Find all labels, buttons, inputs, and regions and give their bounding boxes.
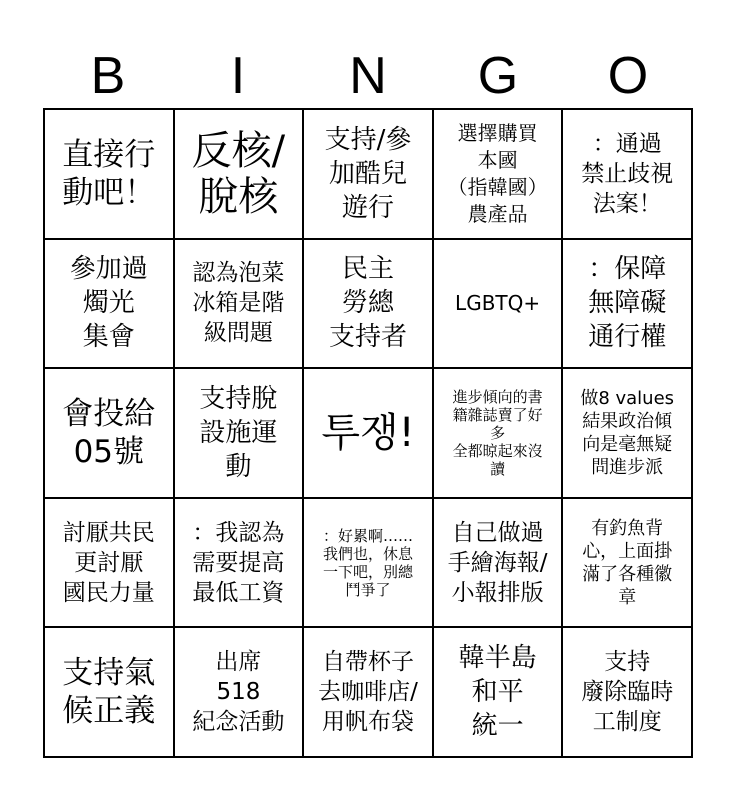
header-letter-b: B [90, 47, 126, 105]
bingo-cell-text: 支持脫 設施運 動 [199, 383, 278, 482]
bingo-cell[interactable] [562, 239, 692, 369]
bingo-cell-text: 反核/ 脫核 [191, 127, 286, 220]
bingo-cell-text: 選擇購買 本國 （指韓國） 農產品 [447, 120, 548, 226]
bingo-cell-text: ：保障 無障礙 通行權 [588, 254, 667, 353]
bingo-cell-text: LGBTQ+ [455, 290, 541, 315]
bingo-cell-text: 支持氣 候正義 [62, 655, 156, 730]
bingo-cell-text: ：好累啊…… 我們也，休息 一下吧，別總 鬥爭了 [322, 526, 413, 599]
bingo-cell[interactable] [433, 239, 563, 369]
bingo-cell[interactable] [44, 368, 174, 498]
bingo-cell[interactable] [44, 239, 174, 369]
bingo-cell[interactable] [174, 239, 304, 369]
bingo-cell[interactable] [562, 368, 692, 498]
bingo-cell[interactable] [174, 109, 304, 239]
bingo-cell-text: 自己做過 手繪海報/ 小報排版 [447, 519, 548, 606]
bingo-cell[interactable] [562, 109, 692, 239]
bingo-cell[interactable] [433, 498, 563, 628]
bingo-cell[interactable] [174, 498, 304, 628]
bingo-cell-text: 自帶杯子 去咖啡店/ 用帆布袋 [318, 649, 418, 736]
bingo-cell-text: 韓半島 和平 統一 [458, 643, 537, 742]
bingo-cell[interactable] [303, 627, 433, 757]
bingo-cell[interactable] [433, 109, 563, 239]
bingo-cell-text: 會投給 05號 [62, 395, 156, 470]
header-letter-g: G [477, 47, 519, 105]
bingo-cell[interactable] [44, 109, 174, 239]
bingo-header [43, 44, 693, 108]
bingo-cell-text: 認為泡菜 冰箱是階 級問題 [192, 260, 285, 347]
bingo-cell[interactable] [44, 498, 174, 628]
bingo-cell[interactable] [303, 498, 433, 628]
bingo-cell[interactable] [562, 498, 692, 628]
bingo-cell[interactable] [303, 109, 433, 239]
bingo-cell[interactable] [303, 368, 433, 498]
bingo-cell-text: 直接行 動吧！ [62, 136, 156, 211]
bingo-cell-text: ：通過 禁止歧視 法案！ [581, 130, 674, 217]
bingo-cell-text: 支持 廢除臨時 工制度 [581, 649, 674, 736]
bingo-grid [43, 108, 693, 758]
bingo-cell[interactable] [44, 627, 174, 757]
bingo-cell[interactable] [303, 239, 433, 369]
bingo-cell-text: 出席 518 紀念活動 [192, 649, 285, 736]
bingo-cell[interactable] [562, 627, 692, 757]
bingo-cell-text: 進步傾向的書 籍雜誌賣了好 多 全都晾起來沒 讀 [452, 387, 543, 478]
header-letter-n: N [349, 47, 387, 105]
bingo-cell-text: 參加過 燭光 集會 [69, 254, 148, 353]
bingo-cell-text: 做8 values 結果政治傾 向是毫無疑 問進步派 [580, 387, 675, 478]
header-letter-o: O [607, 47, 649, 105]
bingo-cell[interactable] [433, 627, 563, 757]
bingo-cell-text: 討厭共民 更討厭 國民力量 [62, 519, 155, 606]
bingo-cell-text: 民主 勞總 支持者 [328, 254, 407, 353]
bingo-cell-text: 有釣魚背 心，上面掛 滿了各種徽 章 [582, 517, 673, 608]
header-letter-i: I [230, 47, 246, 105]
bingo-cell[interactable] [174, 627, 304, 757]
bingo-cell[interactable] [433, 368, 563, 498]
bingo-cell[interactable] [174, 368, 304, 498]
bingo-cell-text: 투쟁! [321, 409, 415, 456]
bingo-cell-text: 支持/參 加酷兒 遊行 [324, 124, 412, 223]
bingo-cell-text: ：我認為 需要提高 最低工資 [192, 519, 285, 606]
